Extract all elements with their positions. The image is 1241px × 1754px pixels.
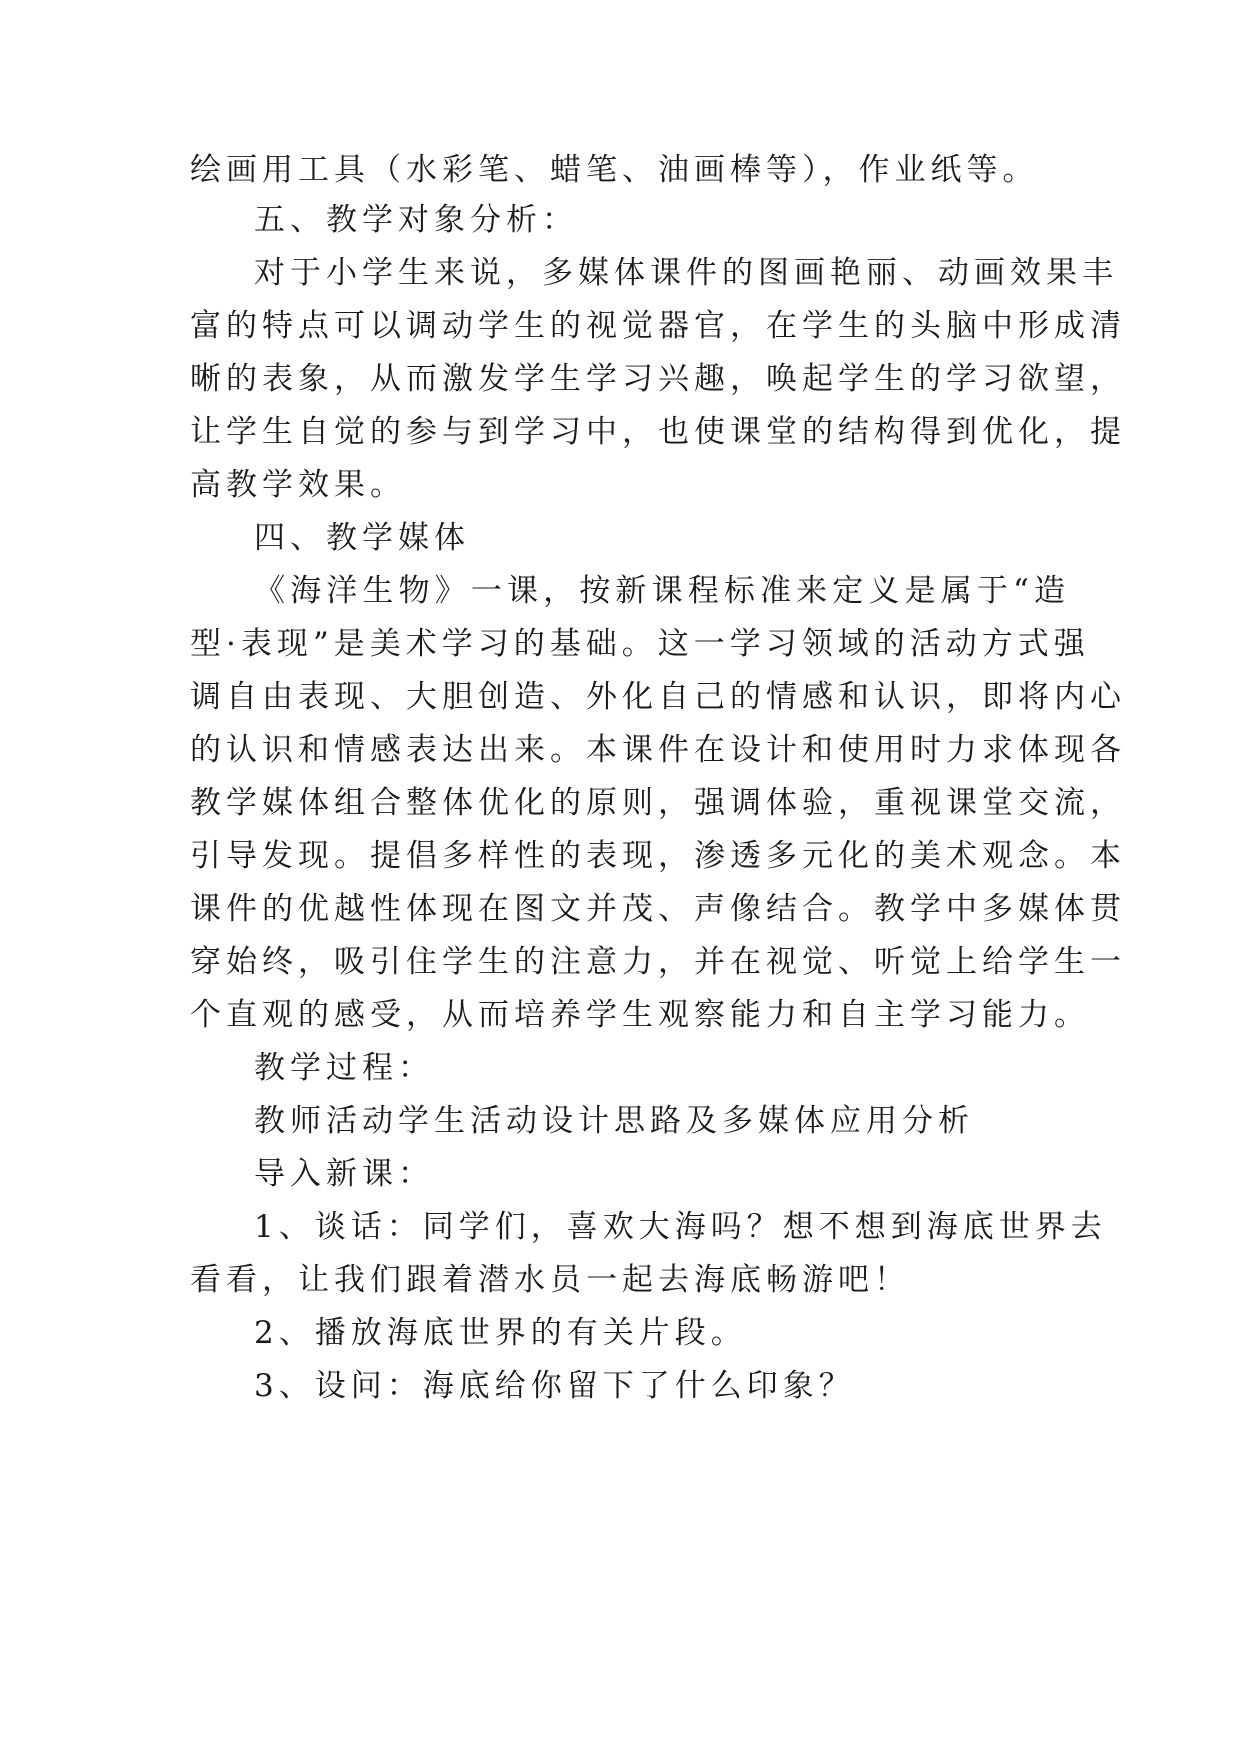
text-line: 富的特点可以调动学生的视觉器官，在学生的头脑中形成清 bbox=[190, 308, 1126, 344]
text-line: 的认识和情感表达出来。本课件在设计和使用时力求体现各 bbox=[190, 732, 1126, 768]
text-line: 2、播放海底世界的有关片段。 bbox=[254, 1315, 747, 1351]
text-line: 高教学效果。 bbox=[190, 467, 406, 503]
text-line: 教师活动学生活动设计思路及多媒体应用分析 bbox=[254, 1103, 974, 1139]
text-line: 引导发现。提倡多样性的表现，渗透多元化的美术观念。本 bbox=[190, 838, 1126, 874]
text-line: 穿始终，吸引住学生的注意力，并在视觉、听觉上给学生一 bbox=[190, 944, 1126, 980]
text-line: 3、设问：海底给你留下了什么印象？ bbox=[254, 1368, 855, 1404]
text-line: 课件的优越性体现在图文并茂、声像结合。教学中多媒体贯 bbox=[190, 891, 1126, 927]
text-line: 对于小学生来说，多媒体课件的图画艳丽、动画效果丰 bbox=[254, 255, 1118, 291]
text-line: 个直观的感受，从而培养学生观察能力和自主学习能力。 bbox=[190, 997, 1090, 1033]
section-heading: 五、教学对象分析： bbox=[254, 202, 578, 238]
text-line: 教学媒体组合整体优化的原则，强调体验，重视课堂交流， bbox=[190, 785, 1126, 821]
text-line: 《海洋生物》一课，按新课程标准来定义是属于“造 bbox=[254, 573, 1070, 609]
section-heading: 四、教学媒体 bbox=[254, 520, 470, 556]
text-line: 看看，让我们跟着潜水员一起去海底畅游吧！ bbox=[190, 1262, 910, 1298]
text-line: 绘画用工具（水彩笔、蜡笔、油画棒等），作业纸等。 bbox=[190, 152, 1039, 188]
text-line: 调自由表现、大胆创造、外化自己的情感和认识，即将内心 bbox=[190, 679, 1126, 715]
text-line: 导入新课： bbox=[254, 1156, 434, 1192]
section-heading: 教学过程： bbox=[254, 1050, 434, 1086]
text-line: 晰的表象，从而激发学生学习兴趣，唤起学生的学习欲望， bbox=[190, 361, 1126, 397]
text-line: 让学生自觉的参与到学习中，也使课堂的结构得到优化，提 bbox=[190, 414, 1126, 450]
text-line: 1、谈话：同学们，喜欢大海吗？想不想到海底世界去 bbox=[254, 1209, 1107, 1245]
text-line: 型·表现”是美术学习的基础。这一学习领域的活动方式强 bbox=[190, 626, 1090, 662]
